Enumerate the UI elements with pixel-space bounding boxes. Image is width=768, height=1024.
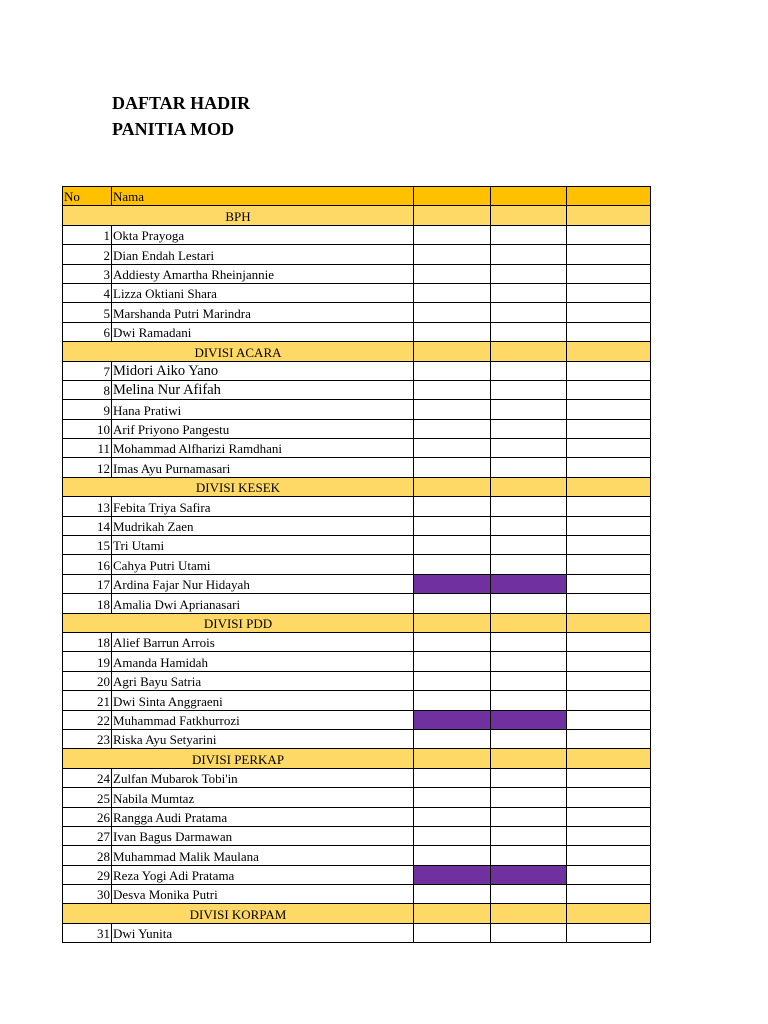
header-nama: Nama [112, 187, 414, 206]
attendance-cell[interactable] [491, 322, 567, 341]
member-name: Tri Utami [112, 536, 414, 555]
attendance-cell[interactable] [414, 846, 491, 865]
attendance-cell[interactable] [567, 652, 651, 671]
attendance-cell[interactable] [491, 264, 567, 283]
member-name: Dwi Sinta Anggraeni [112, 691, 414, 710]
member-row [63, 768, 651, 787]
member-number: 23 [63, 729, 112, 748]
attendance-cell[interactable] [491, 419, 567, 438]
member-number: 11 [63, 439, 112, 458]
member-name: Reza Yogi Adi Pratama [112, 865, 414, 884]
section-label: DIVISI ACARA [63, 342, 414, 361]
attendance-cell[interactable] [414, 536, 491, 555]
attendance-cell[interactable] [491, 826, 567, 845]
member-number: 6 [63, 322, 112, 341]
section-blank-cell [414, 477, 491, 496]
section-label: DIVISI KESEK [63, 477, 414, 496]
attendance-cell[interactable] [491, 536, 567, 555]
attendance-cell[interactable] [567, 729, 651, 748]
attendance-cell[interactable] [491, 439, 567, 458]
member-name: Lizza Oktiani Shara [112, 283, 414, 302]
member-number: 12 [63, 458, 112, 477]
member-number: 18 [63, 632, 112, 651]
member-number: 7 [63, 361, 112, 380]
member-number: 13 [63, 497, 112, 516]
member-name: Mudrikah Zaen [112, 516, 414, 535]
member-name: Muhammad Malik Maulana [112, 846, 414, 865]
member-name: Amalia Dwi Aprianasari [112, 594, 414, 613]
attendance-cell[interactable] [491, 885, 567, 904]
member-row [63, 632, 651, 651]
member-row [63, 574, 651, 593]
member-row [63, 671, 651, 690]
section-blank-cell [567, 749, 651, 768]
member-row [63, 652, 651, 671]
member-number: 27 [63, 826, 112, 845]
section-blank-cell [491, 904, 567, 923]
attendance-cell[interactable] [567, 788, 651, 807]
member-number: 2 [63, 245, 112, 264]
header-blank-cell [491, 187, 567, 206]
member-row [63, 380, 651, 399]
member-number: 8 [63, 380, 112, 399]
attendance-cell[interactable] [414, 303, 491, 322]
attendance-cell[interactable] [491, 923, 567, 942]
attendance-cell[interactable] [414, 419, 491, 438]
member-row [63, 264, 651, 283]
attendance-cell[interactable] [414, 788, 491, 807]
member-number: 29 [63, 865, 112, 884]
attendance-cell[interactable] [414, 574, 491, 593]
header-blank-cell [567, 187, 651, 206]
attendance-cell[interactable] [491, 400, 567, 419]
attendance-cell[interactable] [414, 807, 491, 826]
attendance-cell[interactable] [491, 245, 567, 264]
attendance-cell[interactable] [567, 322, 651, 341]
document-subtitle: PANITIA MOD [112, 119, 235, 139]
attendance-cell[interactable] [414, 361, 491, 380]
attendance-cell[interactable] [567, 458, 651, 477]
attendance-cell[interactable] [491, 555, 567, 574]
member-row [63, 691, 651, 710]
attendance-cell[interactable] [414, 497, 491, 516]
attendance-cell[interactable] [414, 632, 491, 651]
attendance-cell[interactable] [491, 516, 567, 535]
attendance-cell[interactable] [491, 594, 567, 613]
section-row [63, 749, 651, 768]
attendance-cell[interactable] [567, 361, 651, 380]
section-blank-cell [491, 749, 567, 768]
attendance-cell[interactable] [567, 710, 651, 729]
attendance-cell[interactable] [491, 691, 567, 710]
member-number: 26 [63, 807, 112, 826]
member-row [63, 245, 651, 264]
attendance-cell[interactable] [567, 380, 651, 399]
member-name: Melina Nur Afifah [112, 380, 414, 399]
attendance-cell[interactable] [414, 710, 491, 729]
member-row [63, 826, 651, 845]
attendance-cell[interactable] [414, 885, 491, 904]
member-row [63, 555, 651, 574]
section-blank-cell [491, 477, 567, 496]
attendance-cell[interactable] [567, 923, 651, 942]
section-blank-cell [567, 342, 651, 361]
section-blank-cell [414, 904, 491, 923]
attendance-cell[interactable] [491, 865, 567, 884]
member-name: Nabila Mumtaz [112, 788, 414, 807]
member-number: 31 [63, 923, 112, 942]
attendance-cell[interactable] [567, 400, 651, 419]
member-name: Febita Triya Safira [112, 497, 414, 516]
section-row [63, 477, 651, 496]
member-name: Zulfan Mubarok Tobi'in [112, 768, 414, 787]
attendance-cell[interactable] [567, 419, 651, 438]
attendance-cell[interactable] [491, 710, 567, 729]
attendance-cell[interactable] [567, 594, 651, 613]
attendance-cell[interactable] [567, 768, 651, 787]
attendance-cell[interactable] [567, 632, 651, 651]
section-blank-cell [491, 613, 567, 632]
member-name: Addiesty Amartha Rheinjannie [112, 264, 414, 283]
section-row [63, 342, 651, 361]
member-name: Arif Priyono Pangestu [112, 419, 414, 438]
section-blank-cell [414, 749, 491, 768]
member-number: 18 [63, 594, 112, 613]
attendance-cell[interactable] [567, 826, 651, 845]
member-name: Amanda Hamidah [112, 652, 414, 671]
section-blank-cell [414, 206, 491, 225]
section-label: DIVISI PDD [63, 613, 414, 632]
member-number: 22 [63, 710, 112, 729]
header-row [63, 187, 651, 206]
member-row [63, 439, 651, 458]
member-row [63, 322, 651, 341]
member-row [63, 788, 651, 807]
attendance-cell[interactable] [414, 691, 491, 710]
member-name: Mohammad Alfharizi Ramdhani [112, 439, 414, 458]
attendance-cell[interactable] [567, 574, 651, 593]
member-name: Midori Aiko Yano [112, 361, 414, 380]
attendance-cell[interactable] [414, 594, 491, 613]
attendance-cell[interactable] [491, 807, 567, 826]
attendance-cell[interactable] [567, 225, 651, 244]
member-row [63, 419, 651, 438]
member-number: 24 [63, 768, 112, 787]
attendance-cell[interactable] [414, 826, 491, 845]
member-row [63, 885, 651, 904]
member-row [63, 458, 651, 477]
section-blank-cell [567, 206, 651, 225]
section-blank-cell [414, 342, 491, 361]
member-number: 4 [63, 283, 112, 302]
attendance-cell[interactable] [414, 322, 491, 341]
member-row [63, 710, 651, 729]
attendance-cell[interactable] [414, 245, 491, 264]
attendance-cell[interactable] [491, 768, 567, 787]
attendance-cell[interactable] [414, 380, 491, 399]
attendance-cell[interactable] [491, 303, 567, 322]
member-number: 1 [63, 225, 112, 244]
attendance-cell[interactable] [567, 303, 651, 322]
attendance-cell[interactable] [491, 729, 567, 748]
member-row [63, 516, 651, 535]
member-number: 3 [63, 264, 112, 283]
attendance-cell[interactable] [567, 497, 651, 516]
member-number: 15 [63, 536, 112, 555]
attendance-cell[interactable] [414, 923, 491, 942]
attendance-cell[interactable] [491, 788, 567, 807]
attendance-cell[interactable] [414, 652, 491, 671]
section-blank-cell [491, 206, 567, 225]
member-name: Okta Prayoga [112, 225, 414, 244]
member-name: Dian Endah Lestari [112, 245, 414, 264]
attendance-cell[interactable] [414, 865, 491, 884]
attendance-cell[interactable] [414, 671, 491, 690]
member-number: 9 [63, 400, 112, 419]
member-row [63, 283, 651, 302]
member-number: 21 [63, 691, 112, 710]
section-label: DIVISI KORPAM [63, 904, 414, 923]
section-blank-cell [491, 342, 567, 361]
header-no: No [63, 187, 112, 206]
attendance-cell[interactable] [491, 361, 567, 380]
member-row [63, 497, 651, 516]
member-number: 10 [63, 419, 112, 438]
attendance-cell[interactable] [491, 283, 567, 302]
member-number: 16 [63, 555, 112, 574]
attendance-cell[interactable] [414, 264, 491, 283]
member-number: 17 [63, 574, 112, 593]
section-row [63, 904, 651, 923]
section-blank-cell [567, 477, 651, 496]
attendance-cell[interactable] [567, 283, 651, 302]
attendance-cell[interactable] [414, 555, 491, 574]
member-name: Ardina Fajar Nur Hidayah [112, 574, 414, 593]
member-row [63, 865, 651, 884]
member-number: 5 [63, 303, 112, 322]
member-row [63, 303, 651, 322]
member-row [63, 807, 651, 826]
member-number: 14 [63, 516, 112, 535]
attendance-table-body [63, 187, 651, 943]
attendance-cell[interactable] [567, 245, 651, 264]
header-blank-cell [414, 187, 491, 206]
member-row [63, 361, 651, 380]
attendance-cell[interactable] [567, 555, 651, 574]
member-name: Muhammad Fatkhurrozi [112, 710, 414, 729]
member-name: Ivan Bagus Darmawan [112, 826, 414, 845]
member-name: Desva Monika Putri [112, 885, 414, 904]
member-row [63, 923, 651, 942]
member-row [63, 729, 651, 748]
section-row [63, 613, 651, 632]
member-row [63, 225, 651, 244]
attendance-cell[interactable] [491, 458, 567, 477]
document-title: DAFTAR HADIR [112, 93, 251, 113]
attendance-cell[interactable] [414, 400, 491, 419]
member-name: Riska Ayu Setyarini [112, 729, 414, 748]
member-name: Cahya Putri Utami [112, 555, 414, 574]
section-row [63, 206, 651, 225]
member-row [63, 536, 651, 555]
member-row [63, 846, 651, 865]
attendance-cell[interactable] [567, 516, 651, 535]
attendance-cell[interactable] [567, 885, 651, 904]
member-name: Imas Ayu Purnamasari [112, 458, 414, 477]
member-row [63, 400, 651, 419]
section-label: DIVISI PERKAP [63, 749, 414, 768]
attendance-cell[interactable] [491, 671, 567, 690]
section-blank-cell [414, 613, 491, 632]
attendance-cell[interactable] [414, 225, 491, 244]
attendance-cell[interactable] [567, 671, 651, 690]
attendance-cell[interactable] [567, 264, 651, 283]
attendance-table [62, 186, 651, 943]
attendance-cell[interactable] [414, 458, 491, 477]
attendance-cell[interactable] [491, 632, 567, 651]
member-name: Agri Bayu Satria [112, 671, 414, 690]
member-name: Dwi Yunita [112, 923, 414, 942]
attendance-cell[interactable] [567, 807, 651, 826]
attendance-cell[interactable] [567, 439, 651, 458]
attendance-cell[interactable] [491, 497, 567, 516]
attendance-cell[interactable] [491, 846, 567, 865]
member-number: 25 [63, 788, 112, 807]
member-name: Marshanda Putri Marindra [112, 303, 414, 322]
attendance-cell[interactable] [491, 380, 567, 399]
section-blank-cell [567, 613, 651, 632]
attendance-cell[interactable] [414, 439, 491, 458]
attendance-cell[interactable] [414, 283, 491, 302]
attendance-cell[interactable] [567, 691, 651, 710]
attendance-cell[interactable] [414, 768, 491, 787]
member-name: Hana Pratiwi [112, 400, 414, 419]
attendance-cell[interactable] [567, 846, 651, 865]
attendance-cell[interactable] [414, 729, 491, 748]
attendance-cell[interactable] [567, 865, 651, 884]
member-name: Rangga Audi Pratama [112, 807, 414, 826]
member-number: 28 [63, 846, 112, 865]
attendance-cell[interactable] [491, 652, 567, 671]
attendance-cell[interactable] [414, 516, 491, 535]
member-number: 19 [63, 652, 112, 671]
member-name: Alief Barrun Arrois [112, 632, 414, 651]
section-blank-cell [567, 904, 651, 923]
member-name: Dwi Ramadani [112, 322, 414, 341]
attendance-cell[interactable] [491, 225, 567, 244]
attendance-cell[interactable] [491, 574, 567, 593]
member-number: 20 [63, 671, 112, 690]
section-label: BPH [63, 206, 414, 225]
member-number: 30 [63, 885, 112, 904]
member-row [63, 594, 651, 613]
attendance-cell[interactable] [567, 536, 651, 555]
